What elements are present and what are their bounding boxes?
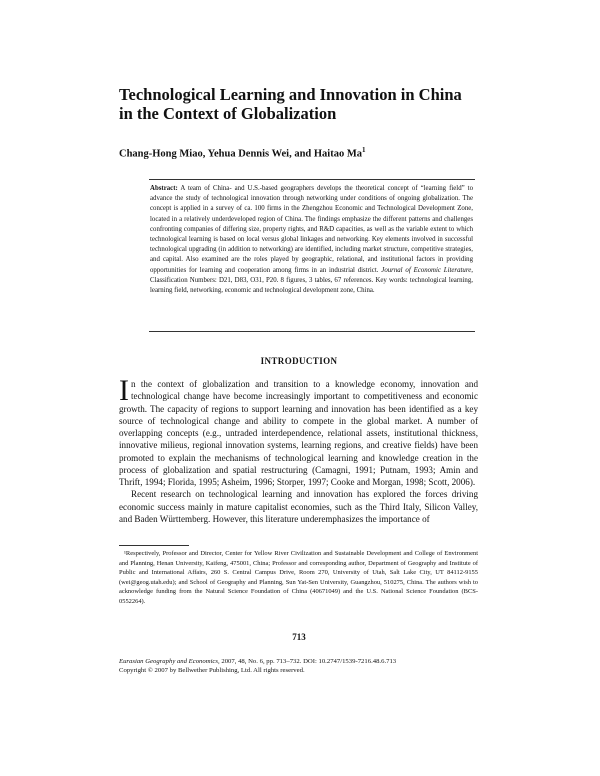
abstract-text: A team of China- and U.S.-based geographers develops the theoretical concept of “learning field” to advance the study of technological innovation through networking under conditions of ongoing globalization. The concept is applied in a survey of ca. 100 firms in the Zhengzhou Economic and Technological Development Zone, located in a relatively underdeveloped region of China. The findings emphasize the different patterns and challenges confronting companies of differing size, property rights, and R&D capacities, as well as the variable extent to which technological learning is based on local versus global linkages and networking. Key elements involved in successful technological upgrading (in addition to networking) are identified, including market structure, competitive strategies, and capital. Also examined are the roles played by geographic, relational, and institutional factors in providing opportunities for learning and cooperation among firms in an industrial district. [150, 185, 473, 274]
journal-name: Eurasian Geography and Economics [119, 658, 218, 665]
abstract-bottom-rule [149, 331, 475, 332]
section-heading: INTRODUCTION [260, 356, 338, 366]
body-paragraph-2: Recent research on technological learning and innovation has explored the forces driving economic success mainly in mature capitalist economies, such as the Third Italy, Silicon Valley, and Baden Württemberg. However, this literature underemphasizes the importance of [119, 489, 478, 524]
author-names: Chang-Hong Miao, Yehua Dennis Wei, and Haitao Ma [119, 148, 362, 160]
abstract-label: Abstract: [150, 185, 178, 192]
jel-journal-name: Journal of Economic Literature [381, 266, 472, 274]
abstract-classification: , Classification Numbers: D21, D83, O31, P20. 8 figures, 3 tables, 67 references. Key words: technological learning, learning field, networking, economic and technological development zone, China. [150, 266, 473, 295]
footnote-rule [119, 545, 189, 546]
drop-cap: I [119, 374, 129, 407]
author-list [119, 146, 479, 160]
paragraph-1-text: n the context of globalization and transition to a knowledge economy, innovation and technological change have become increasingly important to competitiveness and economic growth. The capacity of regions to support learning and innovation has been identified as a key source of technological change and ability to compete in the global market. A number of overlapping concepts (e.g., untraded interdependence, relational assets, institutional thickness, innovative milieus, regional innovation systems, learning regions, and creative fields) have been promoted to explain the mechanisms of technological learning and knowledge creation in the process of globalization and spatial restructuring (Camagni, 1991; Putnam, 1993; Amin and Thrift, 1994; Florida, 1995; Asheim, 1996; Storper, 1997; Cooke and Morgan, 1998; Scott, 2006). [119, 379, 478, 487]
page-number: 713 [292, 632, 306, 642]
body-paragraph [119, 374, 478, 488]
citation-details: , 2007, 48, No. 6, pp. 713–732. DOI: 10.2747/1539-7216.48.6.713 [218, 658, 397, 665]
author-footnote: ¹Respectively, Professor and Director, Center for Yellow River Civilization and Sustainable Development and College of Environment and Planning, Henan University, Kaifeng, 475001, China; Professor and corresponding author, Department of Geography and Institute of Public and International Affairs, 260 S. Central Campus Drive, Room 270, University of Utah, Salt Lake City, UT 84112-9155 (wei@geog.utah.edu); and School of Geography and Planning, Sun Yat-Sen University, Guangzhou, 510275, China. The authors wish to acknowledge funding from the Natural Science Foundation of China (40671049) and the U.S. National Science Foundation (BCS-0552264). [119, 550, 478, 605]
author-footnote-mark: 1 [362, 146, 366, 154]
journal-citation [119, 657, 479, 666]
body-text [119, 374, 478, 525]
abstract-top-rule [149, 179, 475, 180]
paper-title: Technological Learning and Innovation in China in the Context of Globalization [119, 85, 462, 123]
copyright-notice: Copyright © 2007 by Bellwether Publishing, Ltd. All rights reserved. [119, 667, 305, 674]
abstract [150, 184, 473, 296]
